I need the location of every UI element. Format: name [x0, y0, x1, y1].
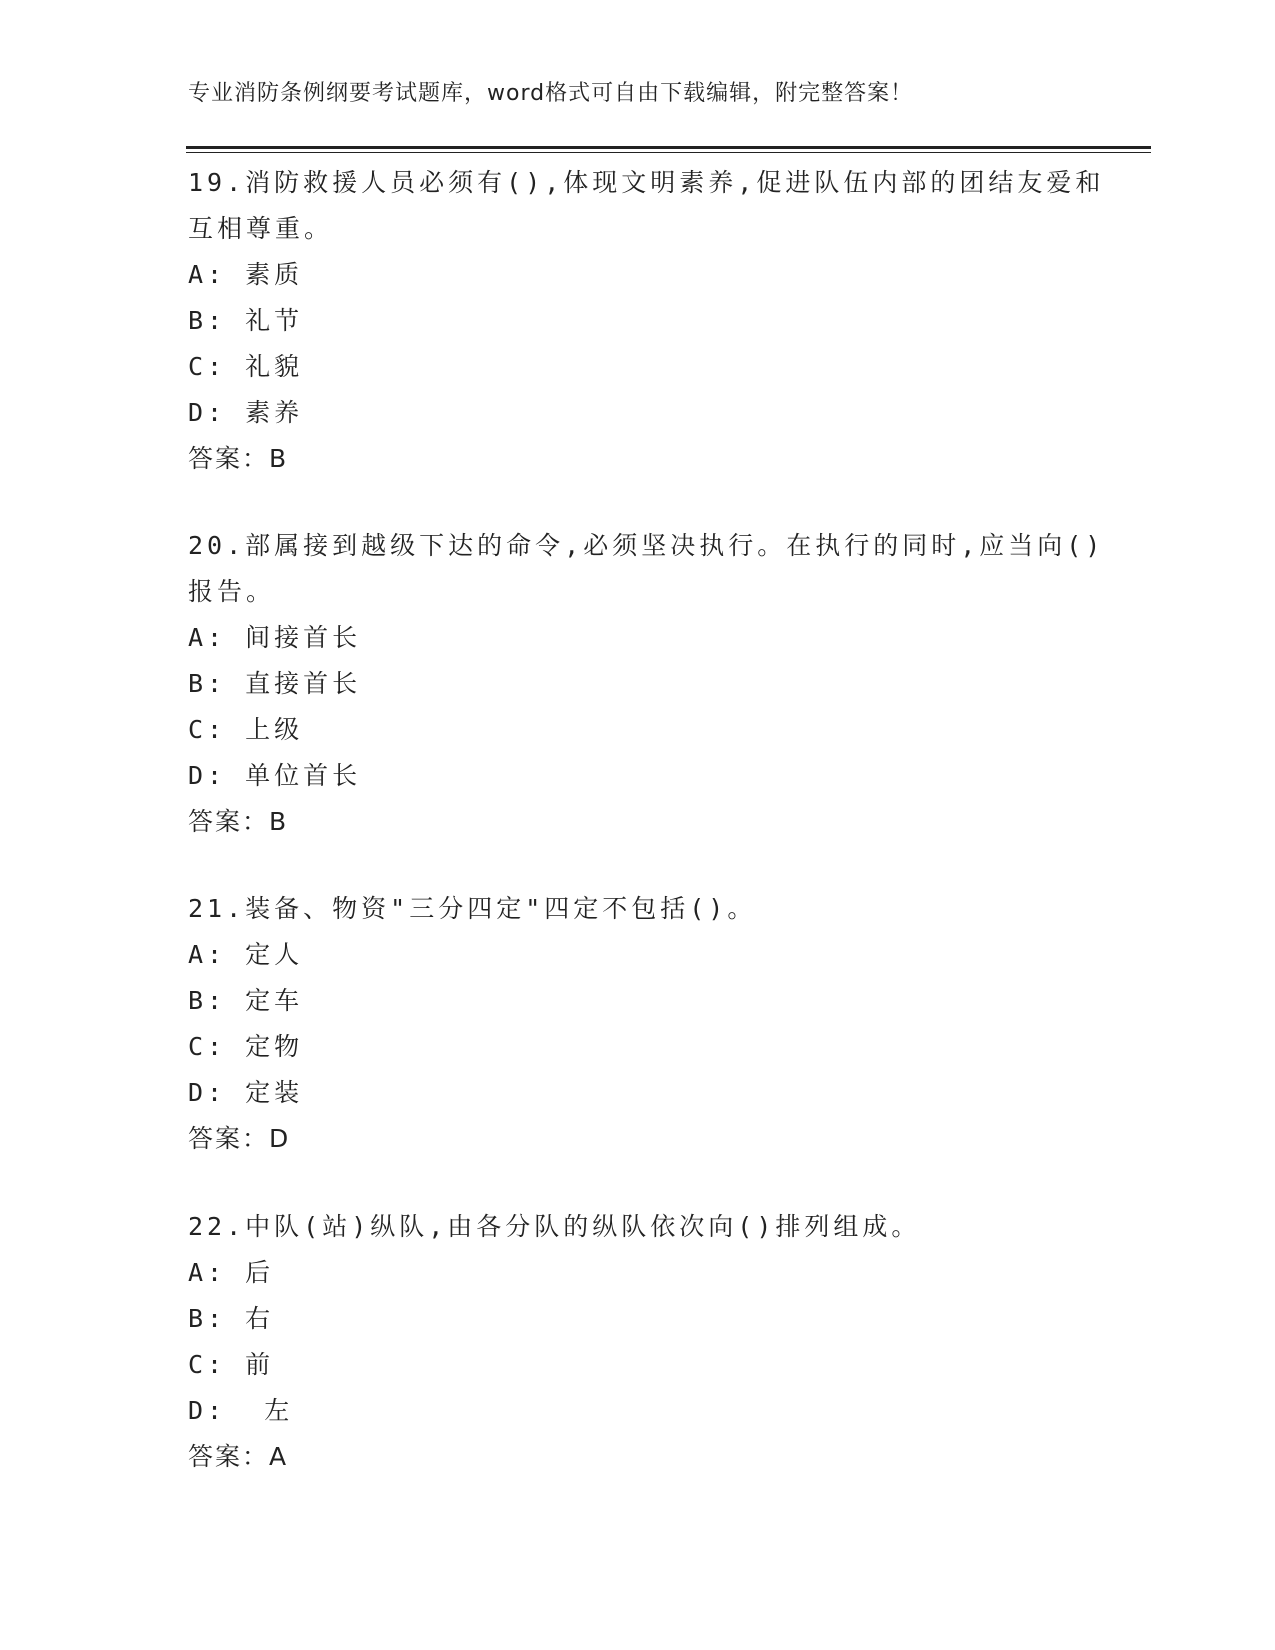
option-a: A: 定人: [188, 940, 304, 969]
option-a: A: 素质: [188, 260, 304, 289]
question-text: 21.装备、物资"三分四定"四定不包括()。: [188, 894, 757, 923]
question-21: [188, 886, 1088, 1162]
option-b: B: 直接首长: [188, 669, 362, 698]
header-rule-thick: [186, 146, 1151, 149]
answer: 答案：D: [188, 1124, 291, 1153]
option-c: C: 礼貌: [188, 352, 304, 381]
option-d: D: 左: [188, 1396, 294, 1425]
answer: 答案：B: [188, 807, 289, 836]
question-text: 19.消防救援人员必须有(),体现文明素养,促进队伍内部的团结友爱和: [188, 168, 1105, 197]
header-rule-thin: [186, 152, 1151, 153]
question-19: [188, 160, 1105, 482]
question-text: 互相尊重。: [188, 214, 334, 243]
option-a: A: 后: [188, 1258, 275, 1287]
question-20: [188, 523, 1105, 845]
option-c: C: 定物: [188, 1032, 304, 1061]
option-c: C: 前: [188, 1350, 275, 1379]
option-c: C: 上级: [188, 715, 304, 744]
page-header: 专业消防条例纲要考试题库，word格式可自由下载编辑，附完整答案！: [188, 81, 914, 106]
option-d: D: 单位首长: [188, 761, 362, 790]
question-text: 22.中队(站)纵队,由各分队的纵队依次向()排列组成。: [188, 1212, 921, 1241]
answer: 答案：B: [188, 444, 289, 473]
question-text: 报告。: [188, 577, 276, 606]
question-22: [188, 1204, 1088, 1480]
option-a: A: 间接首长: [188, 623, 362, 652]
option-b: B: 定车: [188, 986, 304, 1015]
answer: 答案：A: [188, 1442, 289, 1471]
question-text: 20.部属接到越级下达的命令,必须坚决执行。在执行的同时,应当向(): [188, 531, 1105, 560]
option-d: D: 定装: [188, 1078, 304, 1107]
option-b: B: 右: [188, 1304, 275, 1333]
option-d: D: 素养: [188, 398, 304, 427]
option-b: B: 礼节: [188, 306, 304, 335]
